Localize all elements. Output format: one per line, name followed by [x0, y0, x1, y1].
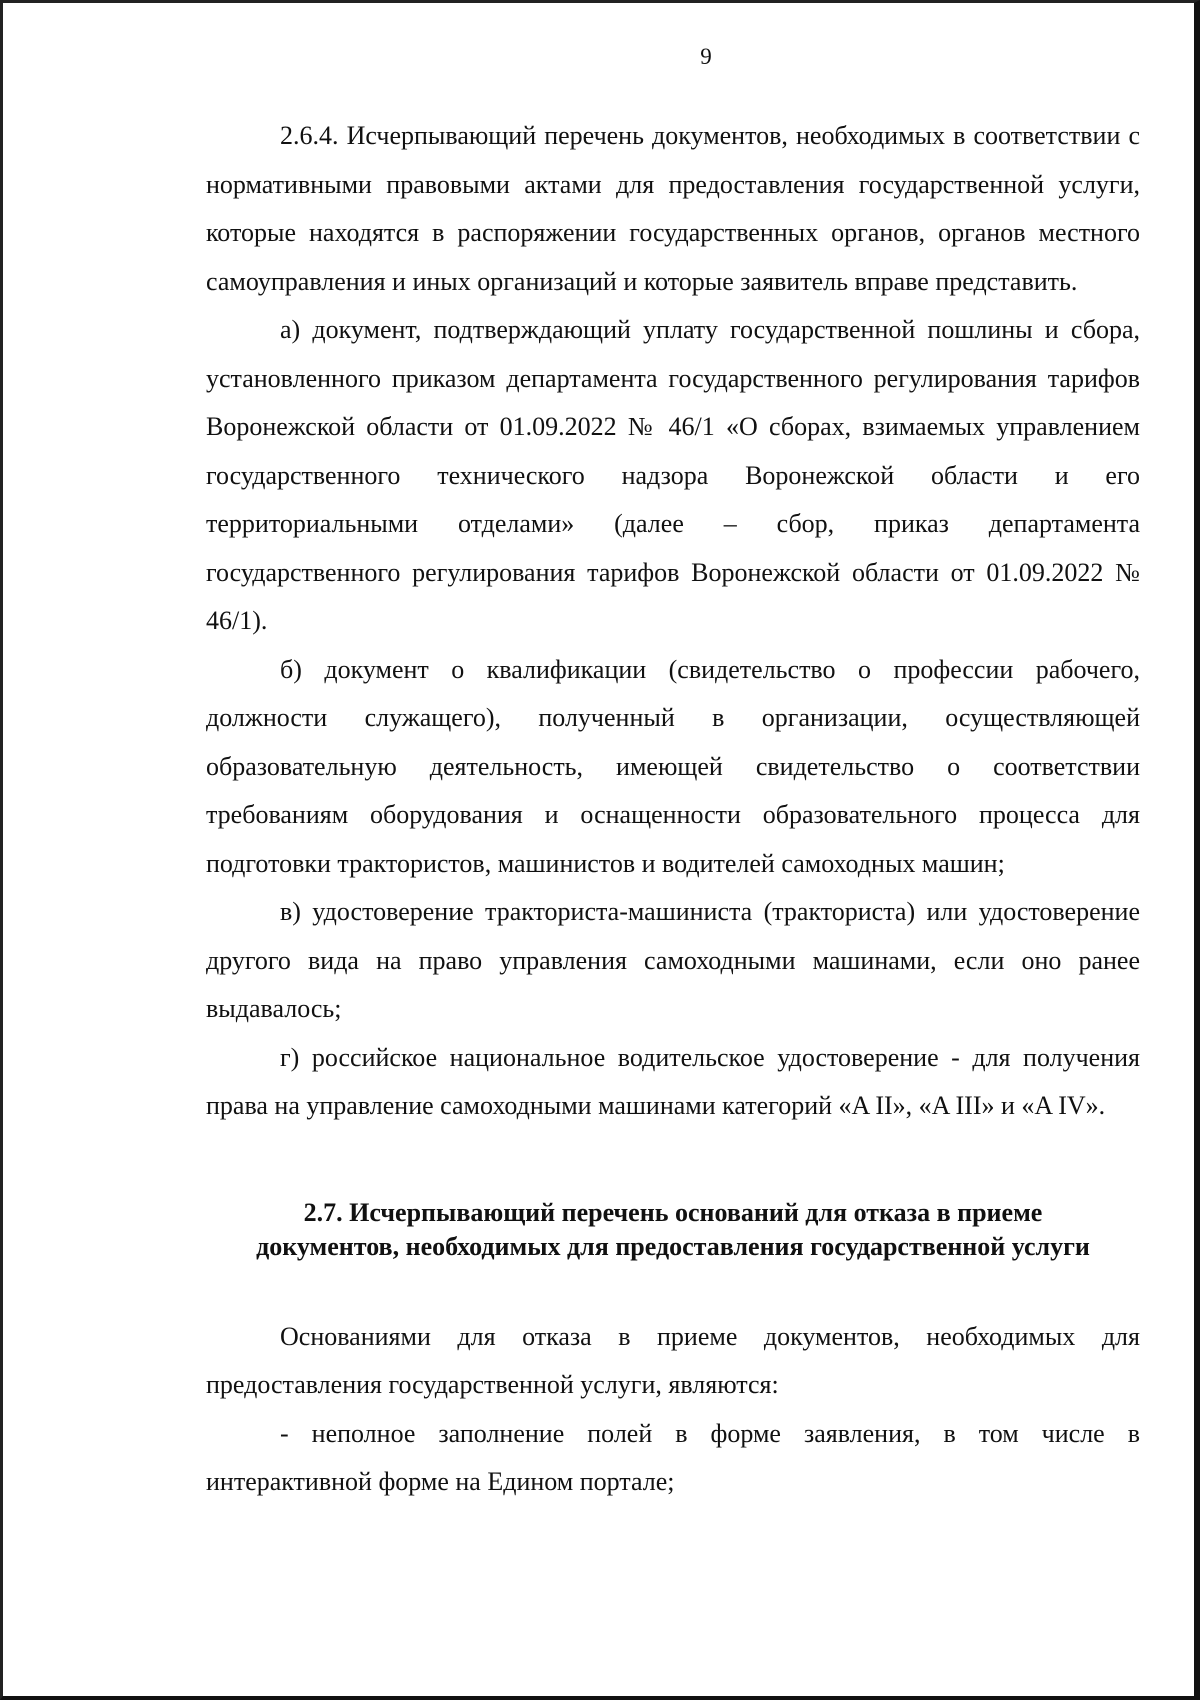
list-item-a: а) документ, подтверждающий уплату государственной пошлины и сбора, установленного приказом департамента государственного регулирования тарифов Воронежской области от 01.09.2022 № 46/1 «О сборах, взимаемых управлением государственного технического надзора Воронежской области и его территориальными отделами» (далее – сбор, приказ департамента государственного регулирования тарифов Воронежской области от 01.09.2022 № 46/1). — [206, 315, 1140, 635]
page-number: 9 — [700, 44, 712, 69]
section-heading-2-7 — [206, 1196, 1140, 1264]
list-item-v: в) удостоверение тракториста-машиниста (тракториста) или удостоверение другого вида на право управления самоходными машинами, если оно ранее выдавалось; — [206, 897, 1140, 1023]
document-body — [206, 112, 1140, 1507]
list-item-incomplete-fields: - неполное заполнение полей в форме заявления, в том числе в интерактивной форме на Едином портале; — [206, 1418, 1140, 1496]
list-item-b: б) документ о квалификации (свидетельство о профессии рабочего, должности служащего), полученный в организации, осуществляющей образовательную деятельность, имеющей свидетельство о соответствии требованиям оборудования и оснащенности образовательного процесса для подготовки трактористов, машинистов и водителей самоходных машин; — [206, 654, 1140, 878]
paragraph-grounds-intro: Основаниями для отказа в приеме документов, необходимых для предоставления государственной услуги, являются: — [206, 1321, 1140, 1399]
list-item-g: г) российское национальное водительское удостоверение - для получения права на управление самоходными машинами категорий «A II», «A III» и «A IV». — [206, 1042, 1140, 1120]
paragraph-2-6-4: 2.6.4. Исчерпывающий перечень документов, необходимых в соответствии с нормативными правовыми актами для предоставления государственной услуги, которые находятся в распоряжении государственных органов, органов местного самоуправления и иных организаций и которые заявитель вправе представить. — [206, 121, 1140, 296]
section-heading-line-2: документов, необходимых для предоставления государственной услуги — [256, 1231, 1090, 1261]
section-heading-line-1: 2.7. Исчерпывающий перечень оснований для отказа в приеме — [303, 1197, 1043, 1227]
